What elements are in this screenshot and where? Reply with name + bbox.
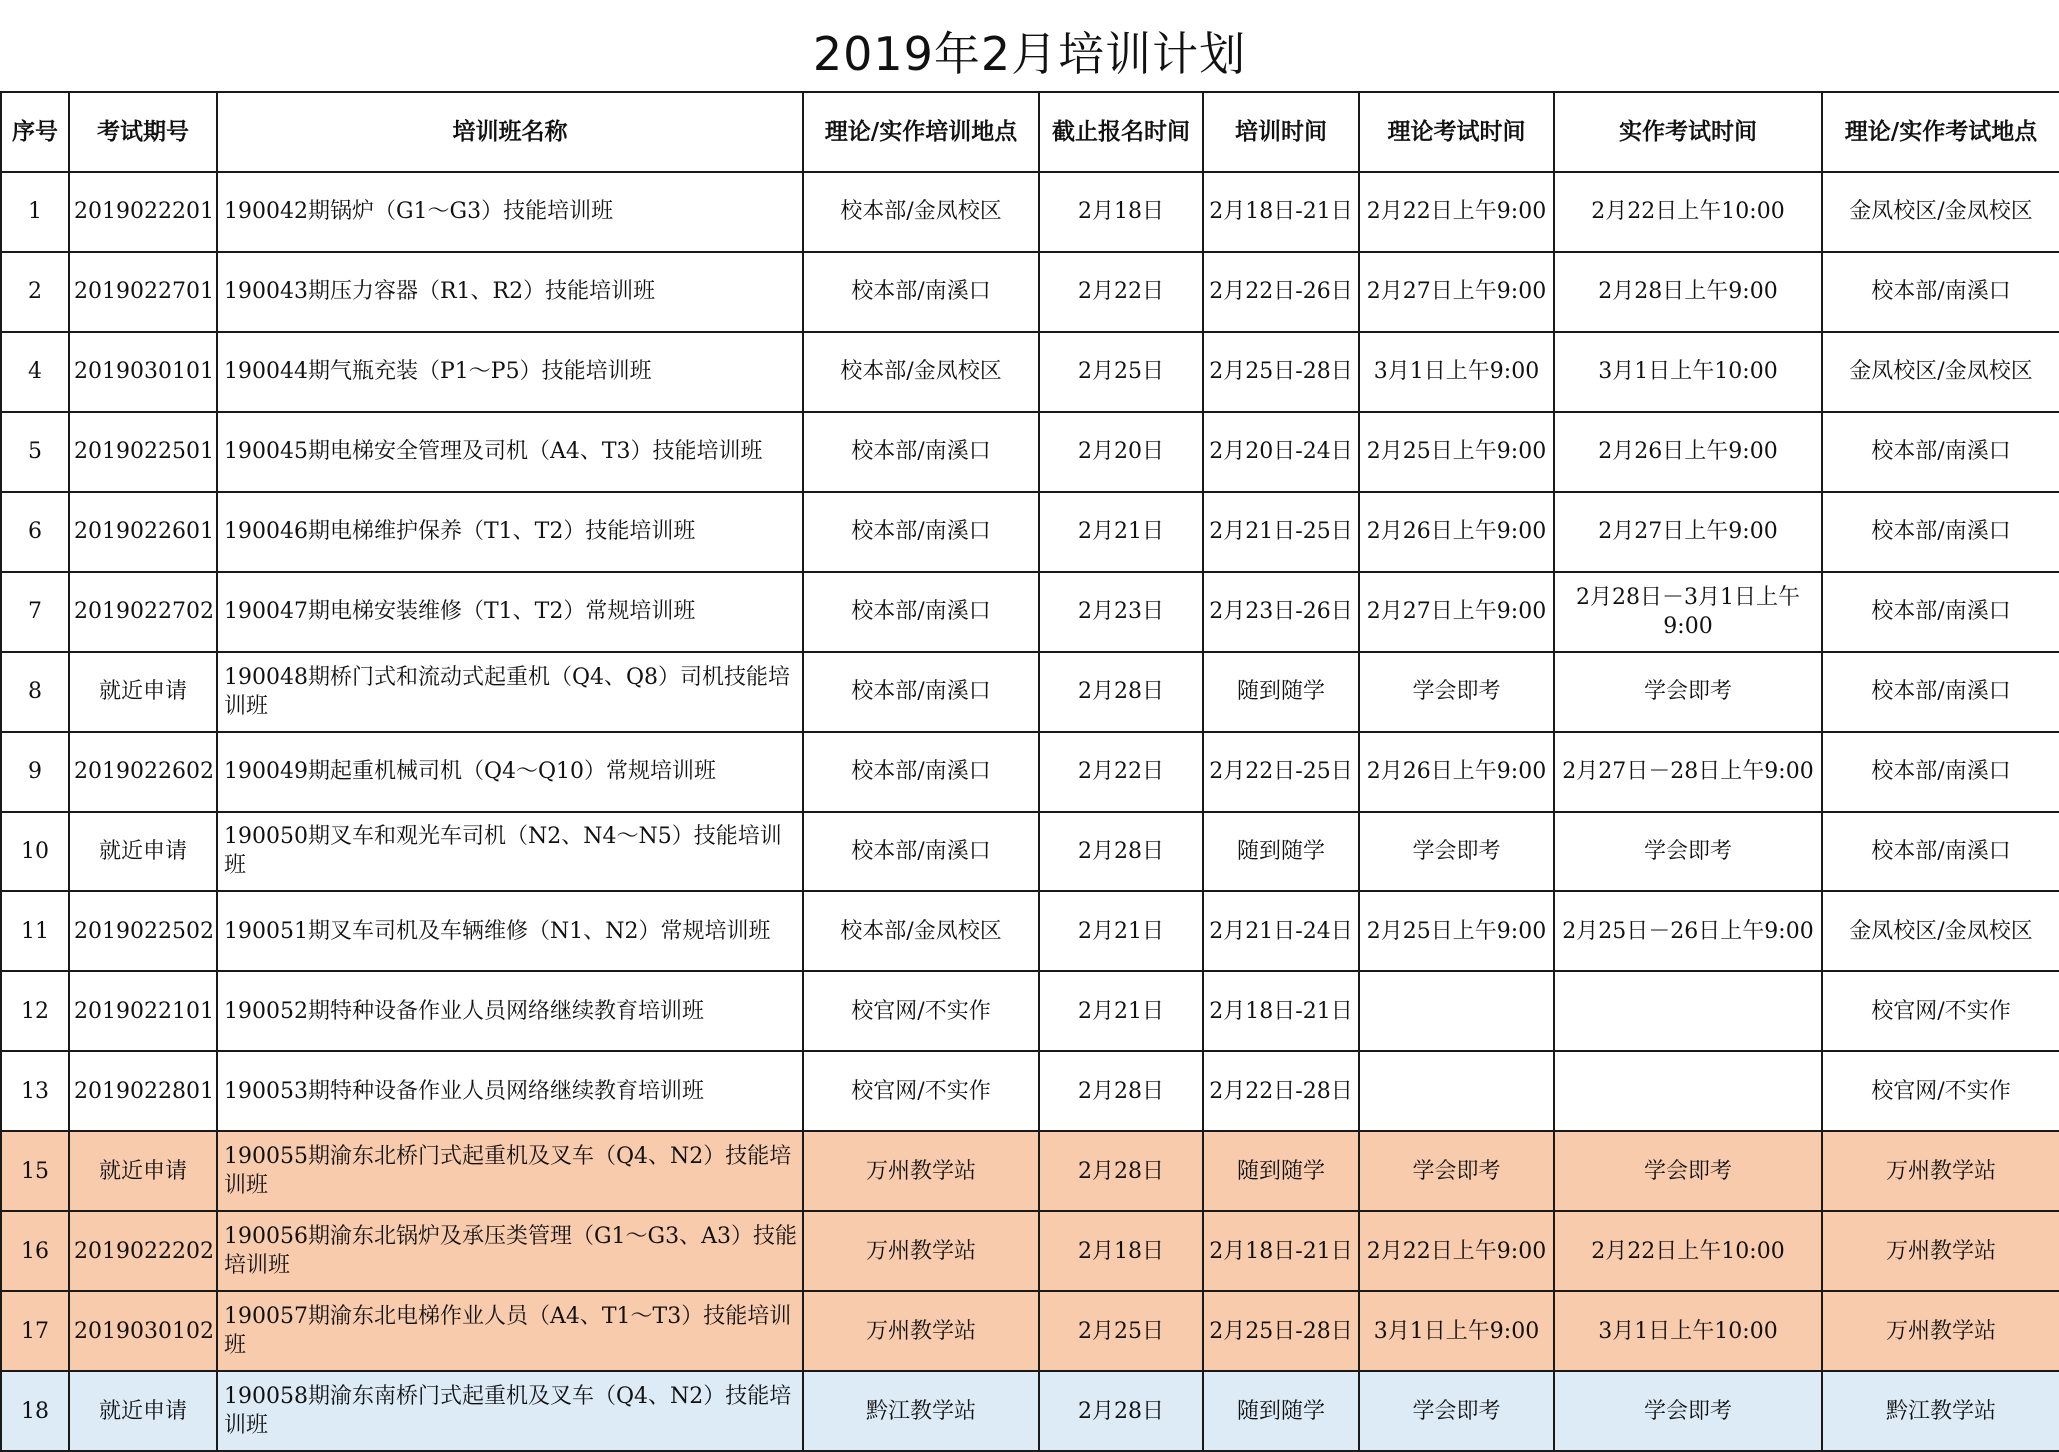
header-train-time: 培训时间 (1203, 92, 1359, 172)
cell-theory-time: 学会即考 (1359, 1131, 1554, 1211)
cell-train-location: 校官网/不实作 (803, 971, 1039, 1051)
cell-class-name: 190049期起重机械司机（Q4～Q10）常规培训班 (217, 732, 803, 812)
cell-class-name: 190043期压力容器（R1、R2）技能培训班 (217, 252, 803, 332)
cell-exam-location: 校官网/不实作 (1822, 971, 2059, 1051)
cell-train-location: 校官网/不实作 (803, 1051, 1039, 1131)
cell-train-time: 2月25日-28日 (1203, 332, 1359, 412)
cell-train-location: 校本部/南溪口 (803, 572, 1039, 652)
cell-train-location: 万州教学站 (803, 1131, 1039, 1211)
cell-no: 15 (1, 1131, 69, 1211)
cell-exam-location: 校本部/南溪口 (1822, 252, 2059, 332)
cell-deadline: 2月23日 (1039, 572, 1203, 652)
table-row (1, 1211, 2059, 1291)
cell-practice-time (1554, 971, 1822, 1051)
cell-deadline: 2月28日 (1039, 652, 1203, 732)
cell-deadline: 2月21日 (1039, 492, 1203, 572)
cell-exam-id: 就近申请 (69, 1371, 217, 1451)
cell-class-name: 190047期电梯安装维修（T1、T2）常规培训班 (217, 572, 803, 652)
cell-practice-time: 2月28日上午9:00 (1554, 252, 1822, 332)
cell-deadline: 2月28日 (1039, 1131, 1203, 1211)
table-row (1, 1051, 2059, 1131)
cell-no: 1 (1, 172, 69, 252)
cell-class-name: 190044期气瓶充装（P1～P5）技能培训班 (217, 332, 803, 412)
table-row (1, 172, 2059, 252)
cell-train-time: 随到随学 (1203, 812, 1359, 892)
cell-theory-time: 学会即考 (1359, 1371, 1554, 1451)
cell-train-location: 万州教学站 (803, 1291, 1039, 1371)
cell-no: 4 (1, 332, 69, 412)
header-practice-time: 实作考试时间 (1554, 92, 1822, 172)
cell-train-location: 校本部/南溪口 (803, 412, 1039, 492)
cell-train-time: 2月18日-21日 (1203, 172, 1359, 252)
cell-train-time: 2月21日-24日 (1203, 891, 1359, 971)
cell-train-time: 2月22日-26日 (1203, 252, 1359, 332)
cell-practice-time: 2月28日－3月1日上午9:00 (1554, 572, 1822, 652)
table-row (1, 1291, 2059, 1371)
cell-exam-location: 校本部/南溪口 (1822, 412, 2059, 492)
cell-deadline: 2月18日 (1039, 1211, 1203, 1291)
table-row (1, 891, 2059, 971)
cell-no: 6 (1, 492, 69, 572)
cell-train-time: 2月23日-26日 (1203, 572, 1359, 652)
cell-exam-id: 2019022202 (69, 1211, 217, 1291)
cell-exam-id: 2019022101 (69, 971, 217, 1051)
cell-no: 13 (1, 1051, 69, 1131)
table-row (1, 1371, 2059, 1451)
cell-no: 8 (1, 652, 69, 732)
cell-train-time: 2月20日-24日 (1203, 412, 1359, 492)
header-row (1, 92, 2059, 172)
cell-theory-time: 学会即考 (1359, 812, 1554, 892)
cell-theory-time: 2月26日上午9:00 (1359, 732, 1554, 812)
cell-deadline: 2月18日 (1039, 172, 1203, 252)
cell-exam-id: 2019030101 (69, 332, 217, 412)
cell-exam-id: 2019022601 (69, 492, 217, 572)
table-row (1, 732, 2059, 812)
cell-train-time: 2月25日-28日 (1203, 1291, 1359, 1371)
cell-train-location: 黔江教学站 (803, 1371, 1039, 1451)
cell-exam-id: 就近申请 (69, 1131, 217, 1211)
cell-train-location: 校本部/南溪口 (803, 812, 1039, 892)
cell-class-name: 190052期特种设备作业人员网络继续教育培训班 (217, 971, 803, 1051)
cell-exam-id: 2019022501 (69, 412, 217, 492)
cell-no: 7 (1, 572, 69, 652)
cell-no: 9 (1, 732, 69, 812)
cell-theory-time: 3月1日上午9:00 (1359, 1291, 1554, 1371)
table-row (1, 971, 2059, 1051)
cell-practice-time: 学会即考 (1554, 652, 1822, 732)
cell-exam-id: 2019030102 (69, 1291, 217, 1371)
cell-theory-time: 2月25日上午9:00 (1359, 891, 1554, 971)
cell-exam-id: 就近申请 (69, 812, 217, 892)
cell-exam-id: 就近申请 (69, 652, 217, 732)
table-body (1, 172, 2059, 1451)
cell-train-time: 随到随学 (1203, 652, 1359, 732)
cell-theory-time: 2月27日上午9:00 (1359, 252, 1554, 332)
cell-no: 11 (1, 891, 69, 971)
cell-practice-time: 2月22日上午10:00 (1554, 1211, 1822, 1291)
cell-no: 10 (1, 812, 69, 892)
cell-exam-id: 2019022502 (69, 891, 217, 971)
cell-train-location: 万州教学站 (803, 1211, 1039, 1291)
cell-theory-time: 2月25日上午9:00 (1359, 412, 1554, 492)
header-train-location: 理论/实作培训地点 (803, 92, 1039, 172)
cell-class-name: 190051期叉车司机及车辆维修（N1、N2）常规培训班 (217, 891, 803, 971)
header-theory-time: 理论考试时间 (1359, 92, 1554, 172)
header-no: 序号 (1, 92, 69, 172)
cell-deadline: 2月21日 (1039, 971, 1203, 1051)
cell-practice-time: 2月26日上午9:00 (1554, 412, 1822, 492)
cell-deadline: 2月25日 (1039, 1291, 1203, 1371)
table-row (1, 492, 2059, 572)
cell-class-name: 190056期渝东北锅炉及承压类管理（G1～G3、A3）技能培训班 (217, 1211, 803, 1291)
cell-practice-time: 学会即考 (1554, 812, 1822, 892)
cell-no: 2 (1, 252, 69, 332)
cell-class-name: 190057期渝东北电梯作业人员（A4、T1～T3）技能培训班 (217, 1291, 803, 1371)
cell-exam-id: 2019022702 (69, 572, 217, 652)
header-exam-location: 理论/实作考试地点 (1822, 92, 2059, 172)
cell-train-time: 随到随学 (1203, 1371, 1359, 1451)
cell-exam-location: 校官网/不实作 (1822, 1051, 2059, 1131)
cell-exam-location: 万州教学站 (1822, 1211, 2059, 1291)
cell-theory-time: 2月22日上午9:00 (1359, 172, 1554, 252)
cell-class-name: 190050期叉车和观光车司机（N2、N4～N5）技能培训班 (217, 812, 803, 892)
cell-theory-time: 学会即考 (1359, 652, 1554, 732)
cell-train-time: 2月21日-25日 (1203, 492, 1359, 572)
cell-no: 5 (1, 412, 69, 492)
cell-exam-location: 校本部/南溪口 (1822, 812, 2059, 892)
cell-class-name: 190048期桥门式和流动式起重机（Q4、Q8）司机技能培训班 (217, 652, 803, 732)
table-row (1, 812, 2059, 892)
cell-train-location: 校本部/南溪口 (803, 732, 1039, 812)
cell-theory-time: 2月22日上午9:00 (1359, 1211, 1554, 1291)
table-row (1, 652, 2059, 732)
cell-deadline: 2月25日 (1039, 332, 1203, 412)
cell-train-time: 2月18日-21日 (1203, 971, 1359, 1051)
cell-train-location: 校本部/金凤校区 (803, 332, 1039, 412)
table-row (1, 332, 2059, 412)
cell-practice-time: 2月22日上午10:00 (1554, 172, 1822, 252)
cell-deadline: 2月28日 (1039, 812, 1203, 892)
cell-class-name: 190058期渝东南桥门式起重机及叉车（Q4、N2）技能培训班 (217, 1371, 803, 1451)
cell-class-name: 190042期锅炉（G1～G3）技能培训班 (217, 172, 803, 252)
cell-class-name: 190055期渝东北桥门式起重机及叉车（Q4、N2）技能培训班 (217, 1131, 803, 1211)
table-row (1, 1131, 2059, 1211)
cell-class-name: 190053期特种设备作业人员网络继续教育培训班 (217, 1051, 803, 1131)
cell-practice-time: 2月27日上午9:00 (1554, 492, 1822, 572)
cell-exam-id: 2019022602 (69, 732, 217, 812)
cell-exam-id: 2019022801 (69, 1051, 217, 1131)
cell-practice-time: 3月1日上午10:00 (1554, 332, 1822, 412)
header-class-name: 培训班名称 (217, 92, 803, 172)
cell-class-name: 190045期电梯安全管理及司机（A4、T3）技能培训班 (217, 412, 803, 492)
cell-train-time: 2月22日-25日 (1203, 732, 1359, 812)
cell-train-location: 校本部/南溪口 (803, 252, 1039, 332)
cell-train-time: 2月18日-21日 (1203, 1211, 1359, 1291)
cell-exam-location: 万州教学站 (1822, 1131, 2059, 1211)
cell-theory-time (1359, 971, 1554, 1051)
cell-train-location: 校本部/南溪口 (803, 492, 1039, 572)
cell-deadline: 2月22日 (1039, 732, 1203, 812)
cell-class-name: 190046期电梯维护保养（T1、T2）技能培训班 (217, 492, 803, 572)
cell-no: 12 (1, 971, 69, 1051)
training-plan-table (0, 91, 2059, 1452)
cell-no: 17 (1, 1291, 69, 1371)
cell-practice-time: 2月25日－26日上午9:00 (1554, 891, 1822, 971)
cell-exam-location: 校本部/南溪口 (1822, 652, 2059, 732)
cell-theory-time: 2月27日上午9:00 (1359, 572, 1554, 652)
cell-deadline: 2月21日 (1039, 891, 1203, 971)
cell-exam-id: 2019022201 (69, 172, 217, 252)
cell-exam-id: 2019022701 (69, 252, 217, 332)
cell-exam-location: 校本部/南溪口 (1822, 732, 2059, 812)
cell-train-location: 校本部/金凤校区 (803, 891, 1039, 971)
cell-exam-location: 万州教学站 (1822, 1291, 2059, 1371)
cell-deadline: 2月28日 (1039, 1051, 1203, 1131)
cell-practice-time: 学会即考 (1554, 1371, 1822, 1451)
cell-train-time: 2月22日-28日 (1203, 1051, 1359, 1131)
cell-deadline: 2月28日 (1039, 1371, 1203, 1451)
cell-exam-location: 黔江教学站 (1822, 1371, 2059, 1451)
cell-train-time: 随到随学 (1203, 1131, 1359, 1211)
cell-train-location: 校本部/南溪口 (803, 652, 1039, 732)
header-deadline: 截止报名时间 (1039, 92, 1203, 172)
table-row (1, 412, 2059, 492)
cell-practice-time: 3月1日上午10:00 (1554, 1291, 1822, 1371)
cell-exam-location: 金凤校区/金凤校区 (1822, 172, 2059, 252)
cell-theory-time: 3月1日上午9:00 (1359, 332, 1554, 412)
page-title: 2019年2月培训计划 (812, 27, 1247, 81)
cell-practice-time: 学会即考 (1554, 1131, 1822, 1211)
table-row (1, 252, 2059, 332)
cell-theory-time (1359, 1051, 1554, 1131)
cell-exam-location: 校本部/南溪口 (1822, 492, 2059, 572)
cell-theory-time: 2月26日上午9:00 (1359, 492, 1554, 572)
cell-deadline: 2月20日 (1039, 412, 1203, 492)
cell-no: 16 (1, 1211, 69, 1291)
cell-no: 18 (1, 1371, 69, 1451)
header-exam-id: 考试期号 (69, 92, 217, 172)
cell-exam-location: 金凤校区/金凤校区 (1822, 891, 2059, 971)
cell-practice-time (1554, 1051, 1822, 1131)
cell-exam-location: 金凤校区/金凤校区 (1822, 332, 2059, 412)
cell-deadline: 2月22日 (1039, 252, 1203, 332)
cell-exam-location: 校本部/南溪口 (1822, 572, 2059, 652)
cell-train-location: 校本部/金凤校区 (803, 172, 1039, 252)
table-row (1, 572, 2059, 652)
cell-practice-time: 2月27日－28日上午9:00 (1554, 732, 1822, 812)
